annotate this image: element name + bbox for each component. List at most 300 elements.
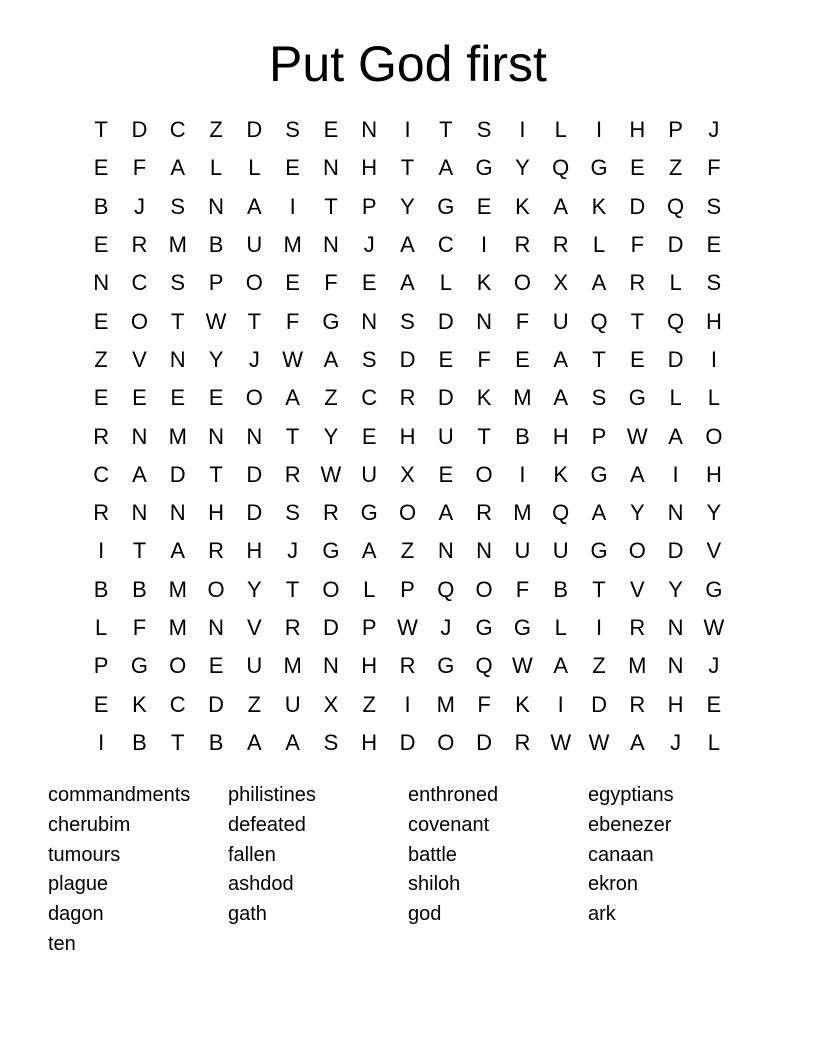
grid-letter: E <box>629 155 645 181</box>
grid-letter: N <box>131 500 148 526</box>
grid-letter: S <box>706 193 722 219</box>
grid-letter: Y <box>629 500 645 526</box>
grid-letter: T <box>285 576 300 602</box>
grid-letter: A <box>285 385 300 411</box>
grid-letter: N <box>246 423 263 449</box>
grid-letter: W <box>282 346 304 372</box>
grid-letter: P <box>400 576 415 602</box>
grid-letter: N <box>208 615 224 640</box>
word-list-item: god <box>408 903 442 926</box>
grid-letter: A <box>170 155 186 181</box>
grid-letter: C <box>131 270 148 296</box>
word-list-item: egyptians <box>588 784 674 806</box>
grid-letter: X <box>400 461 415 487</box>
grid-letter: T <box>477 423 491 449</box>
grid-letter: D <box>322 615 339 640</box>
grid-letter: Z <box>362 691 376 717</box>
grid-letter: J <box>133 193 145 219</box>
grid-letter: B <box>553 576 569 602</box>
grid-letter: L <box>669 270 682 296</box>
grid-letter: C <box>437 232 454 258</box>
grid-letter: A <box>438 155 454 181</box>
grid-letter: M <box>628 653 647 679</box>
grid-letter: M <box>168 576 187 602</box>
grid-letter: J <box>248 346 260 372</box>
grid-letter: T <box>324 193 338 219</box>
grid-letter: D <box>169 461 186 487</box>
grid-letter: W <box>550 729 572 755</box>
grid-letter: B <box>93 193 109 219</box>
grid-letter: N <box>667 653 684 679</box>
word-list-item: cherubim <box>48 813 131 836</box>
grid-letter: A <box>553 653 569 679</box>
grid-letter: I <box>595 117 603 143</box>
grid-letter: O <box>322 576 340 602</box>
grid-letter: Q <box>437 576 455 602</box>
grid-letter: P <box>361 615 377 640</box>
grid-letter: E <box>476 193 492 219</box>
grid-letter: E <box>93 232 109 258</box>
grid-letter: E <box>170 385 186 411</box>
grid-letter: P <box>591 423 607 449</box>
grid-letter: T <box>209 461 223 487</box>
grid-letter: E <box>438 346 454 372</box>
grid-letter: D <box>208 691 224 717</box>
grid-letter: E <box>93 308 109 334</box>
grid-letter: N <box>169 346 186 372</box>
grid-letter: G <box>322 538 340 564</box>
grid-letter: U <box>552 538 569 564</box>
word-list-item: battle <box>408 843 457 866</box>
grid-letter: G <box>628 385 646 411</box>
grid-letter: G <box>590 155 608 181</box>
grid-letter: H <box>399 423 416 449</box>
grid-letter: A <box>132 461 147 487</box>
grid-letter: O <box>207 576 225 602</box>
grid-letter: X <box>323 691 339 717</box>
grid-letter: S <box>285 117 300 143</box>
grid-letter: L <box>592 232 606 258</box>
grid-letter: W <box>205 308 227 334</box>
grid-letter: A <box>285 729 300 755</box>
grid-letter: F <box>707 155 721 181</box>
grid-letter: J <box>708 117 720 143</box>
grid-letter: B <box>515 423 530 449</box>
word-list-item: covenant <box>408 813 490 836</box>
grid-letter: D <box>399 346 416 372</box>
grid-letter: R <box>399 385 416 411</box>
grid-letter: F <box>285 308 300 334</box>
grid-letter: B <box>208 232 224 258</box>
grid-letter: M <box>168 615 187 640</box>
grid-letter: I <box>404 691 411 717</box>
grid-letter: A <box>323 346 339 372</box>
grid-letter: R <box>284 461 301 487</box>
grid-letter: R <box>629 615 646 640</box>
grid-letter: Q <box>590 308 608 334</box>
grid-letter: E <box>208 385 224 411</box>
grid-letter: L <box>363 576 376 602</box>
word-list-item: ekron <box>588 873 639 896</box>
word-list-item: commandments <box>48 784 191 806</box>
grid-letter: W <box>588 729 610 755</box>
grid-letter: I <box>710 346 717 372</box>
grid-letter: D <box>131 117 148 143</box>
grid-letter: N <box>476 308 493 334</box>
grid-letter: O <box>437 729 455 755</box>
grid-letter: C <box>169 691 186 717</box>
grid-letter: U <box>246 232 263 258</box>
grid-letter: A <box>553 346 569 372</box>
grid-letter: D <box>437 385 454 411</box>
grid-letter: I <box>557 691 564 717</box>
grid-letter: T <box>592 346 606 372</box>
grid-letter: E <box>93 155 109 181</box>
grid-letter: B <box>208 729 224 755</box>
grid-letter: T <box>94 117 108 143</box>
grid-letter: E <box>361 423 377 449</box>
grid-letter: V <box>132 346 147 372</box>
word-list-item: gath <box>228 903 267 926</box>
grid-letter: Y <box>706 500 722 526</box>
grid-letter: N <box>208 423 224 449</box>
grid-letter: F <box>515 308 530 334</box>
grid-letter: M <box>168 232 187 258</box>
grid-letter: B <box>132 576 147 602</box>
grid-letter: E <box>285 155 300 181</box>
grid-letter: A <box>246 729 262 755</box>
grid-letter: J <box>670 729 682 755</box>
grid-letter: T <box>400 155 415 181</box>
grid-letter: M <box>283 232 302 258</box>
grid-letter: G <box>437 653 455 679</box>
grid-letter: R <box>93 500 110 526</box>
grid-letter: O <box>245 270 263 296</box>
grid-letter: U <box>552 308 569 334</box>
grid-letter: M <box>513 385 532 411</box>
grid-letter: L <box>248 155 261 181</box>
grid-letter: A <box>591 500 607 526</box>
grid-letter: A <box>400 270 415 296</box>
grid-letter: W <box>320 461 342 487</box>
grid-letter: I <box>481 232 488 258</box>
grid-letter: K <box>476 385 492 411</box>
grid-letter: M <box>283 653 302 679</box>
grid-letter: G <box>475 615 493 640</box>
grid-letter: G <box>130 653 148 679</box>
grid-letter: N <box>169 500 186 526</box>
grid-letter: A <box>629 461 645 487</box>
grid-letter: H <box>246 538 263 564</box>
grid-letter: B <box>93 576 109 602</box>
grid-letter: S <box>361 346 377 372</box>
grid-letter: T <box>630 308 645 334</box>
grid-letter: E <box>323 117 339 143</box>
grid-letter: N <box>361 308 378 334</box>
grid-letter: R <box>131 232 148 258</box>
grid-letter: L <box>554 615 567 640</box>
grid-letter: E <box>706 232 722 258</box>
grid-letter: T <box>171 729 185 755</box>
grid-letter: H <box>208 500 224 526</box>
grid-letter: Z <box>592 653 606 679</box>
grid-letter: D <box>667 232 684 258</box>
grid-letter: U <box>514 538 531 564</box>
grid-letter: R <box>399 653 416 679</box>
grid-letter: A <box>629 729 645 755</box>
grid-letter: F <box>477 346 491 372</box>
grid-letter: C <box>93 461 110 487</box>
grid-letter: N <box>667 615 684 640</box>
grid-letter: Y <box>668 576 683 602</box>
grid-letter: I <box>289 193 296 219</box>
grid-letter: T <box>592 576 606 602</box>
word-list-item: ashdod <box>228 873 294 896</box>
grid-letter: G <box>322 308 340 334</box>
grid-letter: F <box>515 576 530 602</box>
page-title: Put God first <box>269 36 547 92</box>
word-list-item: enthroned <box>408 784 499 806</box>
grid-letter: S <box>476 117 492 143</box>
grid-letter: O <box>130 308 148 334</box>
grid-letter: D <box>399 729 416 755</box>
grid-letter: V <box>246 615 262 640</box>
grid-letter: A <box>553 193 569 219</box>
grid-letter: Y <box>515 155 530 181</box>
word-list-item: ark <box>588 903 616 926</box>
grid-letter: P <box>208 270 224 296</box>
grid-letter: N <box>322 232 339 258</box>
grid-letter: M <box>168 423 187 449</box>
grid-letter: B <box>132 729 147 755</box>
grid-letter: S <box>170 270 186 296</box>
grid-letter: O <box>513 270 531 296</box>
grid-letter: H <box>705 461 722 487</box>
word-list-item: tumours <box>48 843 121 866</box>
grid-letter: D <box>667 538 684 564</box>
grid-letter: D <box>246 500 263 526</box>
grid-letter: G <box>437 193 455 219</box>
grid-letter: Q <box>667 193 685 219</box>
grid-letter: G <box>360 500 378 526</box>
grid-letter: U <box>437 423 454 449</box>
grid-letter: I <box>519 461 526 487</box>
word-list-item: defeated <box>228 813 306 836</box>
grid-letter: E <box>208 653 224 679</box>
grid-letter: R <box>93 423 110 449</box>
grid-letter: N <box>208 193 224 219</box>
grid-letter: L <box>439 270 452 296</box>
word-list-item: ebenezer <box>588 813 672 836</box>
grid-letter: T <box>132 538 147 564</box>
grid-letter: E <box>438 461 454 487</box>
word-list-item: canaan <box>588 843 654 866</box>
grid-letter: A <box>438 500 454 526</box>
grid-letter: A <box>361 538 377 564</box>
grid-letter: E <box>132 385 147 411</box>
grid-letter: M <box>436 691 455 717</box>
grid-letter: K <box>591 193 607 219</box>
grid-letter: I <box>519 117 526 143</box>
grid-letter: T <box>171 308 185 334</box>
grid-letter: U <box>246 653 263 679</box>
grid-letter: E <box>361 270 377 296</box>
grid-letter: H <box>361 155 378 181</box>
grid-letter: A <box>170 538 186 564</box>
grid-letter: J <box>287 538 299 564</box>
grid-letter: Y <box>208 346 224 372</box>
grid-letter: T <box>439 117 453 143</box>
word-list-item: plague <box>48 873 109 896</box>
grid-letter: D <box>437 308 454 334</box>
grid-letter: X <box>553 270 569 296</box>
grid-letter: K <box>476 270 492 296</box>
grid-letter: K <box>553 461 569 487</box>
word-list-item: ten <box>48 932 76 955</box>
grid-letter: E <box>93 691 109 717</box>
grid-letter: Y <box>400 193 415 219</box>
grid-letter: E <box>285 270 300 296</box>
grid-letter: U <box>361 461 378 487</box>
grid-letter: H <box>361 729 378 755</box>
grid-letter: V <box>629 576 645 602</box>
grid-letter: G <box>590 461 608 487</box>
grid-letter: L <box>669 385 682 411</box>
grid-letter: I <box>404 117 411 143</box>
grid-letter: O <box>628 538 646 564</box>
grid-letter: J <box>440 615 452 640</box>
grid-letter: R <box>552 232 569 258</box>
grid-letter: N <box>476 538 493 564</box>
grid-letter: Z <box>324 385 338 411</box>
grid-letter: N <box>93 270 110 296</box>
grid-letter: Z <box>209 117 223 143</box>
grid-letter: L <box>554 117 567 143</box>
grid-letter: L <box>707 385 721 411</box>
grid-letter: F <box>477 691 491 717</box>
grid-letter: E <box>629 346 645 372</box>
grid-letter: A <box>246 193 262 219</box>
grid-letter: Y <box>323 423 339 449</box>
grid-letter: N <box>361 117 378 143</box>
grid-letter: S <box>706 270 722 296</box>
grid-letter: A <box>591 270 607 296</box>
grid-letter: W <box>626 423 648 449</box>
grid-letter: M <box>513 500 532 526</box>
grid-letter: F <box>132 615 147 640</box>
grid-letter: Y <box>246 576 262 602</box>
grid-letter: O <box>475 461 493 487</box>
grid-letter: K <box>132 691 147 717</box>
grid-letter: Z <box>668 155 683 181</box>
grid-letter: D <box>476 729 493 755</box>
grid-letter: N <box>667 500 684 526</box>
grid-letter: E <box>93 385 109 411</box>
grid-letter: I <box>98 729 105 755</box>
word-list <box>48 781 768 960</box>
grid-letter: N <box>322 653 339 679</box>
grid-letter: V <box>706 538 722 564</box>
grid-letter: H <box>629 117 646 143</box>
grid-letter: R <box>514 729 531 755</box>
grid-letter: R <box>629 270 646 296</box>
grid-letter: E <box>515 346 530 372</box>
grid-letter: H <box>667 691 684 717</box>
grid-letter: P <box>361 193 377 219</box>
grid-letter: O <box>398 500 417 526</box>
grid-letter: O <box>245 385 263 411</box>
word-list-item: shiloh <box>408 873 461 896</box>
grid-letter: H <box>552 423 569 449</box>
grid-letter: F <box>630 232 645 258</box>
grid-letter: E <box>706 691 722 717</box>
grid-letter: K <box>515 691 530 717</box>
grid-letter: W <box>703 615 725 640</box>
grid-letter: S <box>400 308 415 334</box>
grid-letter: C <box>169 117 186 143</box>
grid-letter: S <box>323 729 339 755</box>
grid-letter: D <box>246 117 263 143</box>
grid-letter: A <box>400 232 415 258</box>
grid-letter: G <box>590 538 608 564</box>
letter-grid <box>82 111 733 762</box>
word-list-item: philistines <box>228 784 316 806</box>
grid-letter: S <box>591 385 607 411</box>
grid-letter: Q <box>552 500 570 526</box>
grid-letter: L <box>209 155 223 181</box>
grid-letter: S <box>285 500 300 526</box>
grid-letter: N <box>437 538 454 564</box>
grid-letter: N <box>322 155 339 181</box>
grid-letter: S <box>170 193 186 219</box>
grid-letter: A <box>668 423 683 449</box>
word-list-item: dagon <box>48 903 104 926</box>
grid-letter: G <box>475 155 493 181</box>
grid-letter: I <box>595 615 603 640</box>
grid-letter: P <box>93 653 109 679</box>
grid-letter: L <box>707 729 721 755</box>
grid-letter: F <box>132 155 147 181</box>
grid-letter: T <box>247 308 262 334</box>
grid-letter: U <box>284 691 301 717</box>
grid-letter: R <box>322 500 339 526</box>
grid-letter: J <box>363 232 375 258</box>
grid-letter: Q <box>475 653 493 679</box>
grid-letter: D <box>629 193 646 219</box>
grid-letter: Q <box>552 155 570 181</box>
grid-letter: I <box>672 461 679 487</box>
grid-letter: Z <box>400 538 415 564</box>
grid-letter: T <box>285 423 300 449</box>
grid-letter: R <box>629 691 646 717</box>
grid-letter: W <box>397 615 418 640</box>
grid-letter: W <box>512 653 533 679</box>
grid-letter: O <box>705 423 723 449</box>
grid-letter: O <box>475 576 493 602</box>
grid-letter: H <box>705 308 722 334</box>
grid-letter: D <box>591 691 607 717</box>
grid-letter: G <box>513 615 531 640</box>
grid-letter: J <box>708 653 720 679</box>
grid-letter: I <box>98 538 105 564</box>
grid-letter: F <box>324 270 338 296</box>
grid-letter: R <box>208 538 224 564</box>
grid-letter: A <box>553 385 569 411</box>
grid-letter: N <box>131 423 148 449</box>
grid-letter: G <box>705 576 723 602</box>
grid-letter: K <box>515 193 530 219</box>
grid-letter: C <box>361 385 378 411</box>
